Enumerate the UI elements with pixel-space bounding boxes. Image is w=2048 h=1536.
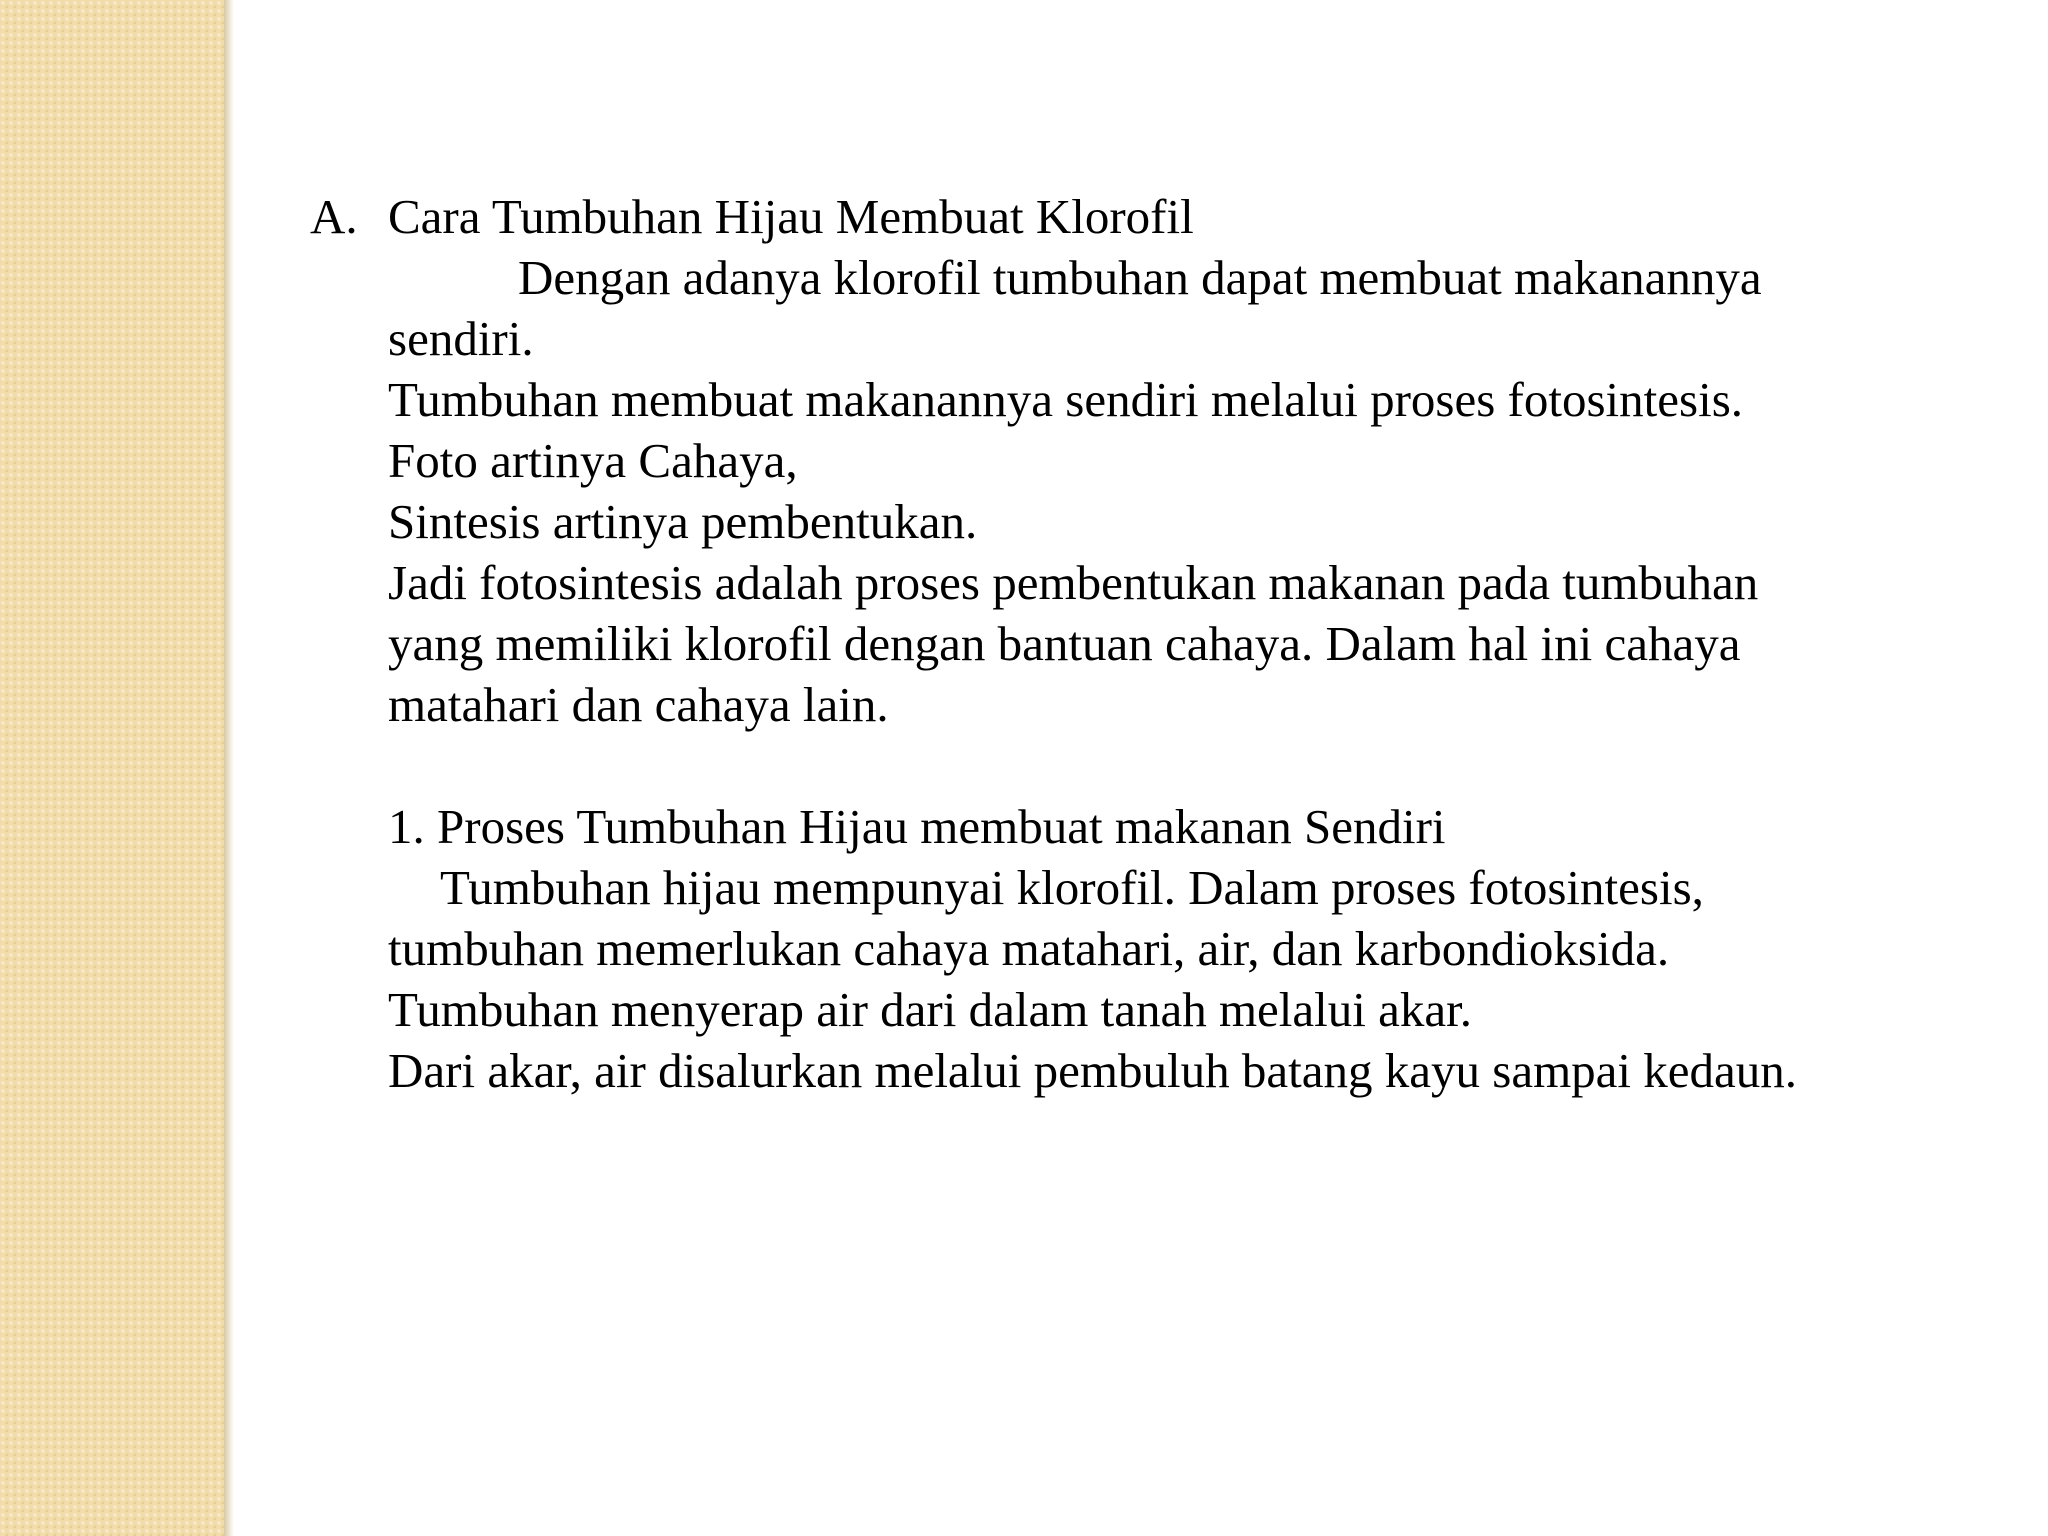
paragraph-line: Dengan adanya klorofil tumbuhan dapat membuat makanannya — [518, 250, 1762, 305]
paragraph-line: Tumbuhan membuat makanannya sendiri melalui proses fotosintesis. — [388, 372, 1744, 427]
section-marker: A. — [310, 189, 358, 244]
paragraph-line: tumbuhan memerlukan cahaya matahari, air, dan karbondioksida. — [388, 921, 1670, 976]
decorative-side-band — [0, 0, 224, 1536]
section-heading — [310, 186, 1950, 247]
paragraph-line: Jadi fotosintesis adalah proses pembentukan makanan pada tumbuhan — [388, 555, 1759, 610]
spacer — [388, 735, 1950, 796]
section-title: Cara Tumbuhan Hijau Membuat Klorofil — [388, 189, 1194, 244]
paragraph-line: Sintesis artinya pembentukan. — [388, 494, 978, 549]
paragraph-line: Tumbuhan menyerap air dari dalam tanah melalui akar. — [388, 982, 1473, 1037]
paragraph-line: matahari dan cahaya lain. — [388, 677, 889, 732]
paragraph-line: yang memiliki klorofil dengan bantuan cahaya. Dalam hal ini cahaya — [388, 616, 1741, 671]
paragraph-line: Dari akar, air disalurkan melalui pembuluh batang kayu sampai kedaun. — [388, 1043, 1798, 1098]
section-body — [310, 247, 1950, 1101]
paragraph-line: Tumbuhan hijau mempunyai klorofil. Dalam proses fotosintesis, — [440, 860, 1704, 915]
subsection-title: 1. Proses Tumbuhan Hijau membuat makanan Sendiri — [388, 799, 1446, 854]
side-band-shadow — [224, 0, 234, 1536]
paragraph-line: sendiri. — [388, 311, 534, 366]
paragraph-line: Foto artinya Cahaya, — [388, 433, 798, 488]
slide-content — [310, 186, 1950, 1101]
